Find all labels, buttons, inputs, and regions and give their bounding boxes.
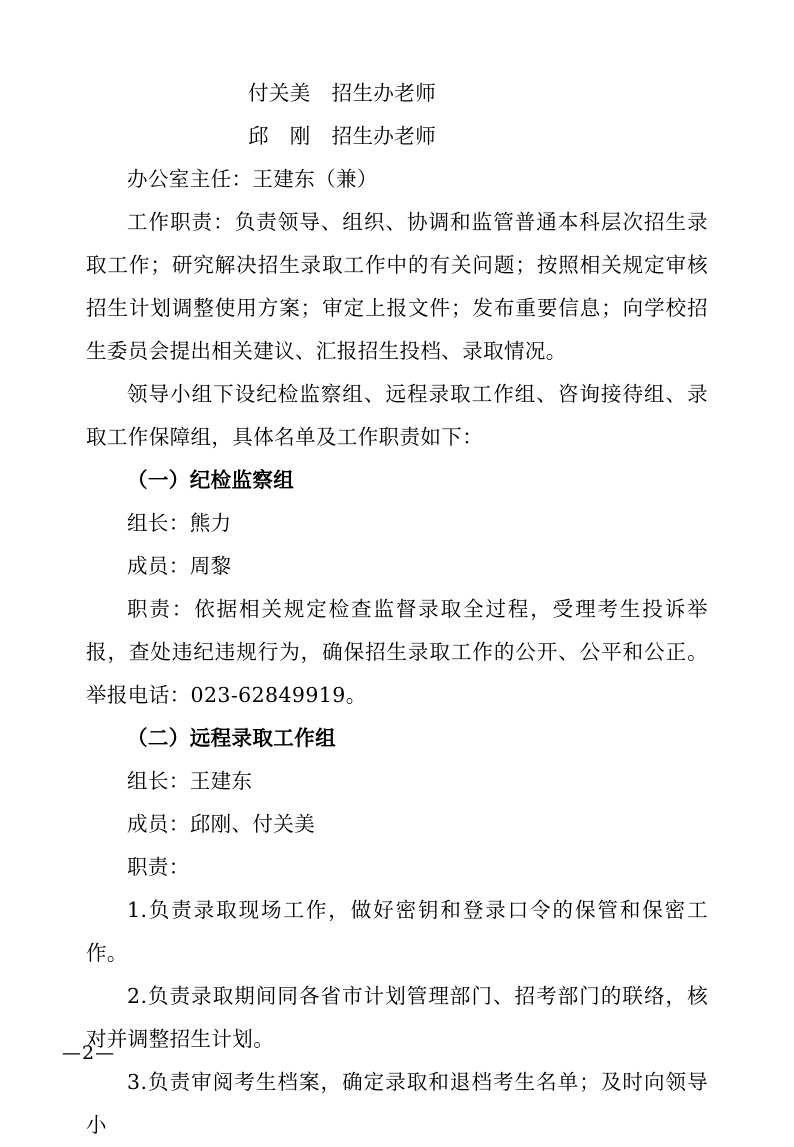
- document-body: [86, 72, 708, 1147]
- subgroups-paragraph: 领导小组下设纪检监察组、远程录取工作组、咨询接待组、录取工作保障组，具体名单及工作职责如下：: [86, 382, 708, 449]
- section-two-leader: 组长：王建东: [127, 769, 253, 793]
- page-number: —2—: [62, 1042, 116, 1064]
- section-one-duty: 职责：依据相关规定检查监督录取全过程，受理考生投诉举报，查处违纪违规行为，确保招生录取工作的公开、公平和公正。举报电话：023-62849919。: [86, 597, 708, 707]
- section-two-members: 成员：邱刚、付关美: [127, 812, 316, 836]
- roster-line-2: 邱 刚 招生办老师: [248, 124, 437, 148]
- section-one-heading: （一）纪检监察组: [127, 468, 295, 492]
- section-two-duty-1: 1.负责录取现场工作，做好密钥和登录口令的保管和保密工作。: [86, 898, 708, 965]
- roster-line-1: 付关美 招生办老师: [248, 81, 437, 105]
- section-one-members: 成员：周黎: [127, 554, 232, 578]
- section-two-duty-3: 3.负责审阅考生档案，确定录取和退档考生名单；及时向领导小: [86, 1070, 708, 1137]
- section-two-duty-2: 2.负责录取期间同各省市计划管理部门、招考部门的联络，核对并调整招生计划。: [86, 984, 708, 1051]
- section-two-heading: （二）远程录取工作组: [127, 726, 336, 750]
- work-duties-paragraph: 工作职责：负责领导、组织、协调和监管普通本科层次招生录取工作；研究解决招生录取工作中的有关问题；按照相关规定审核招生计划调整使用方案；审定上报文件；发布重要信息；向学校招生委员会提出相关建议、汇报招生投档、录取情况。: [86, 210, 708, 363]
- section-two-duty-label: 职责：: [127, 855, 190, 879]
- section-one-leader: 组长：熊力: [127, 511, 232, 535]
- office-director-line: 办公室主任：王建东（兼）: [127, 167, 378, 191]
